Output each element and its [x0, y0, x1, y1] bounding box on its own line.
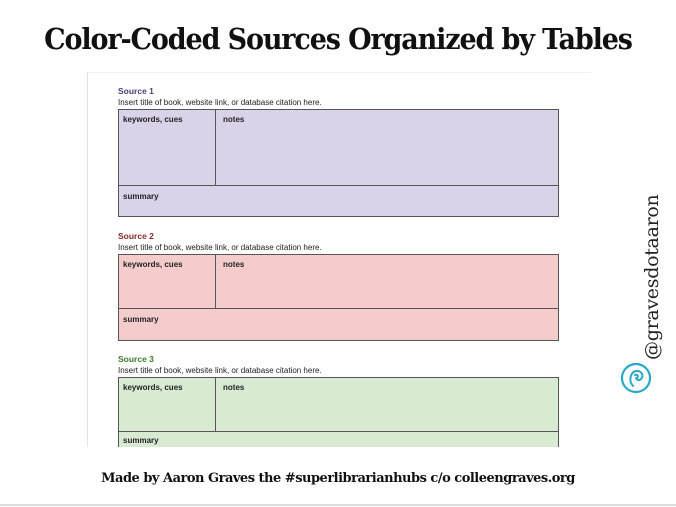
- page-title: Color-Coded Sources Organized by Tables: [44, 22, 632, 56]
- source-3-citation: Insert title of book, website link, or database citation here.: [118, 366, 322, 375]
- twitter-handle[interactable]: @gravesdotaaron: [641, 194, 663, 360]
- source-3-summary-cell[interactable]: [119, 432, 558, 447]
- keywords-label: keywords, cues: [123, 383, 183, 392]
- source-1-citation: Insert title of book, website link, or database citation here.: [118, 98, 322, 107]
- summary-label: summary: [123, 315, 159, 324]
- social-handle: [613, 160, 663, 400]
- source-1-keywords-cell[interactable]: [119, 110, 216, 185]
- source-2-keywords-cell[interactable]: [119, 255, 216, 308]
- summary-label: summary: [123, 192, 159, 201]
- keywords-label: keywords, cues: [123, 260, 183, 269]
- periscope-icon: [620, 362, 652, 394]
- notes-label: notes: [223, 260, 245, 269]
- keywords-label: keywords, cues: [123, 115, 183, 124]
- source-3-table: [118, 377, 559, 447]
- document-preview: [87, 72, 591, 447]
- notes-label: notes: [223, 115, 245, 124]
- source-2-label: Source 2: [118, 231, 154, 241]
- source-3-top-row: [119, 378, 558, 432]
- source-1-summary-cell[interactable]: [119, 186, 558, 216]
- source-3-label: Source 3: [118, 354, 154, 364]
- source-2-table: [118, 254, 559, 341]
- bottom-divider: [0, 504, 676, 506]
- source-2-summary-cell[interactable]: [119, 309, 558, 340]
- source-2-top-row: [119, 255, 558, 309]
- source-2-citation: Insert title of book, website link, or database citation here.: [118, 243, 322, 252]
- source-1-label: Source 1: [118, 86, 154, 96]
- footer-credit: Made by Aaron Graves the #superlibrarianhubs c/o colleengraves.org: [101, 471, 575, 486]
- source-3-keywords-cell[interactable]: [119, 378, 216, 431]
- source-1-top-row: [119, 110, 558, 186]
- notes-label: notes: [223, 383, 245, 392]
- source-1-table: [118, 109, 559, 217]
- summary-label: summary: [123, 436, 159, 445]
